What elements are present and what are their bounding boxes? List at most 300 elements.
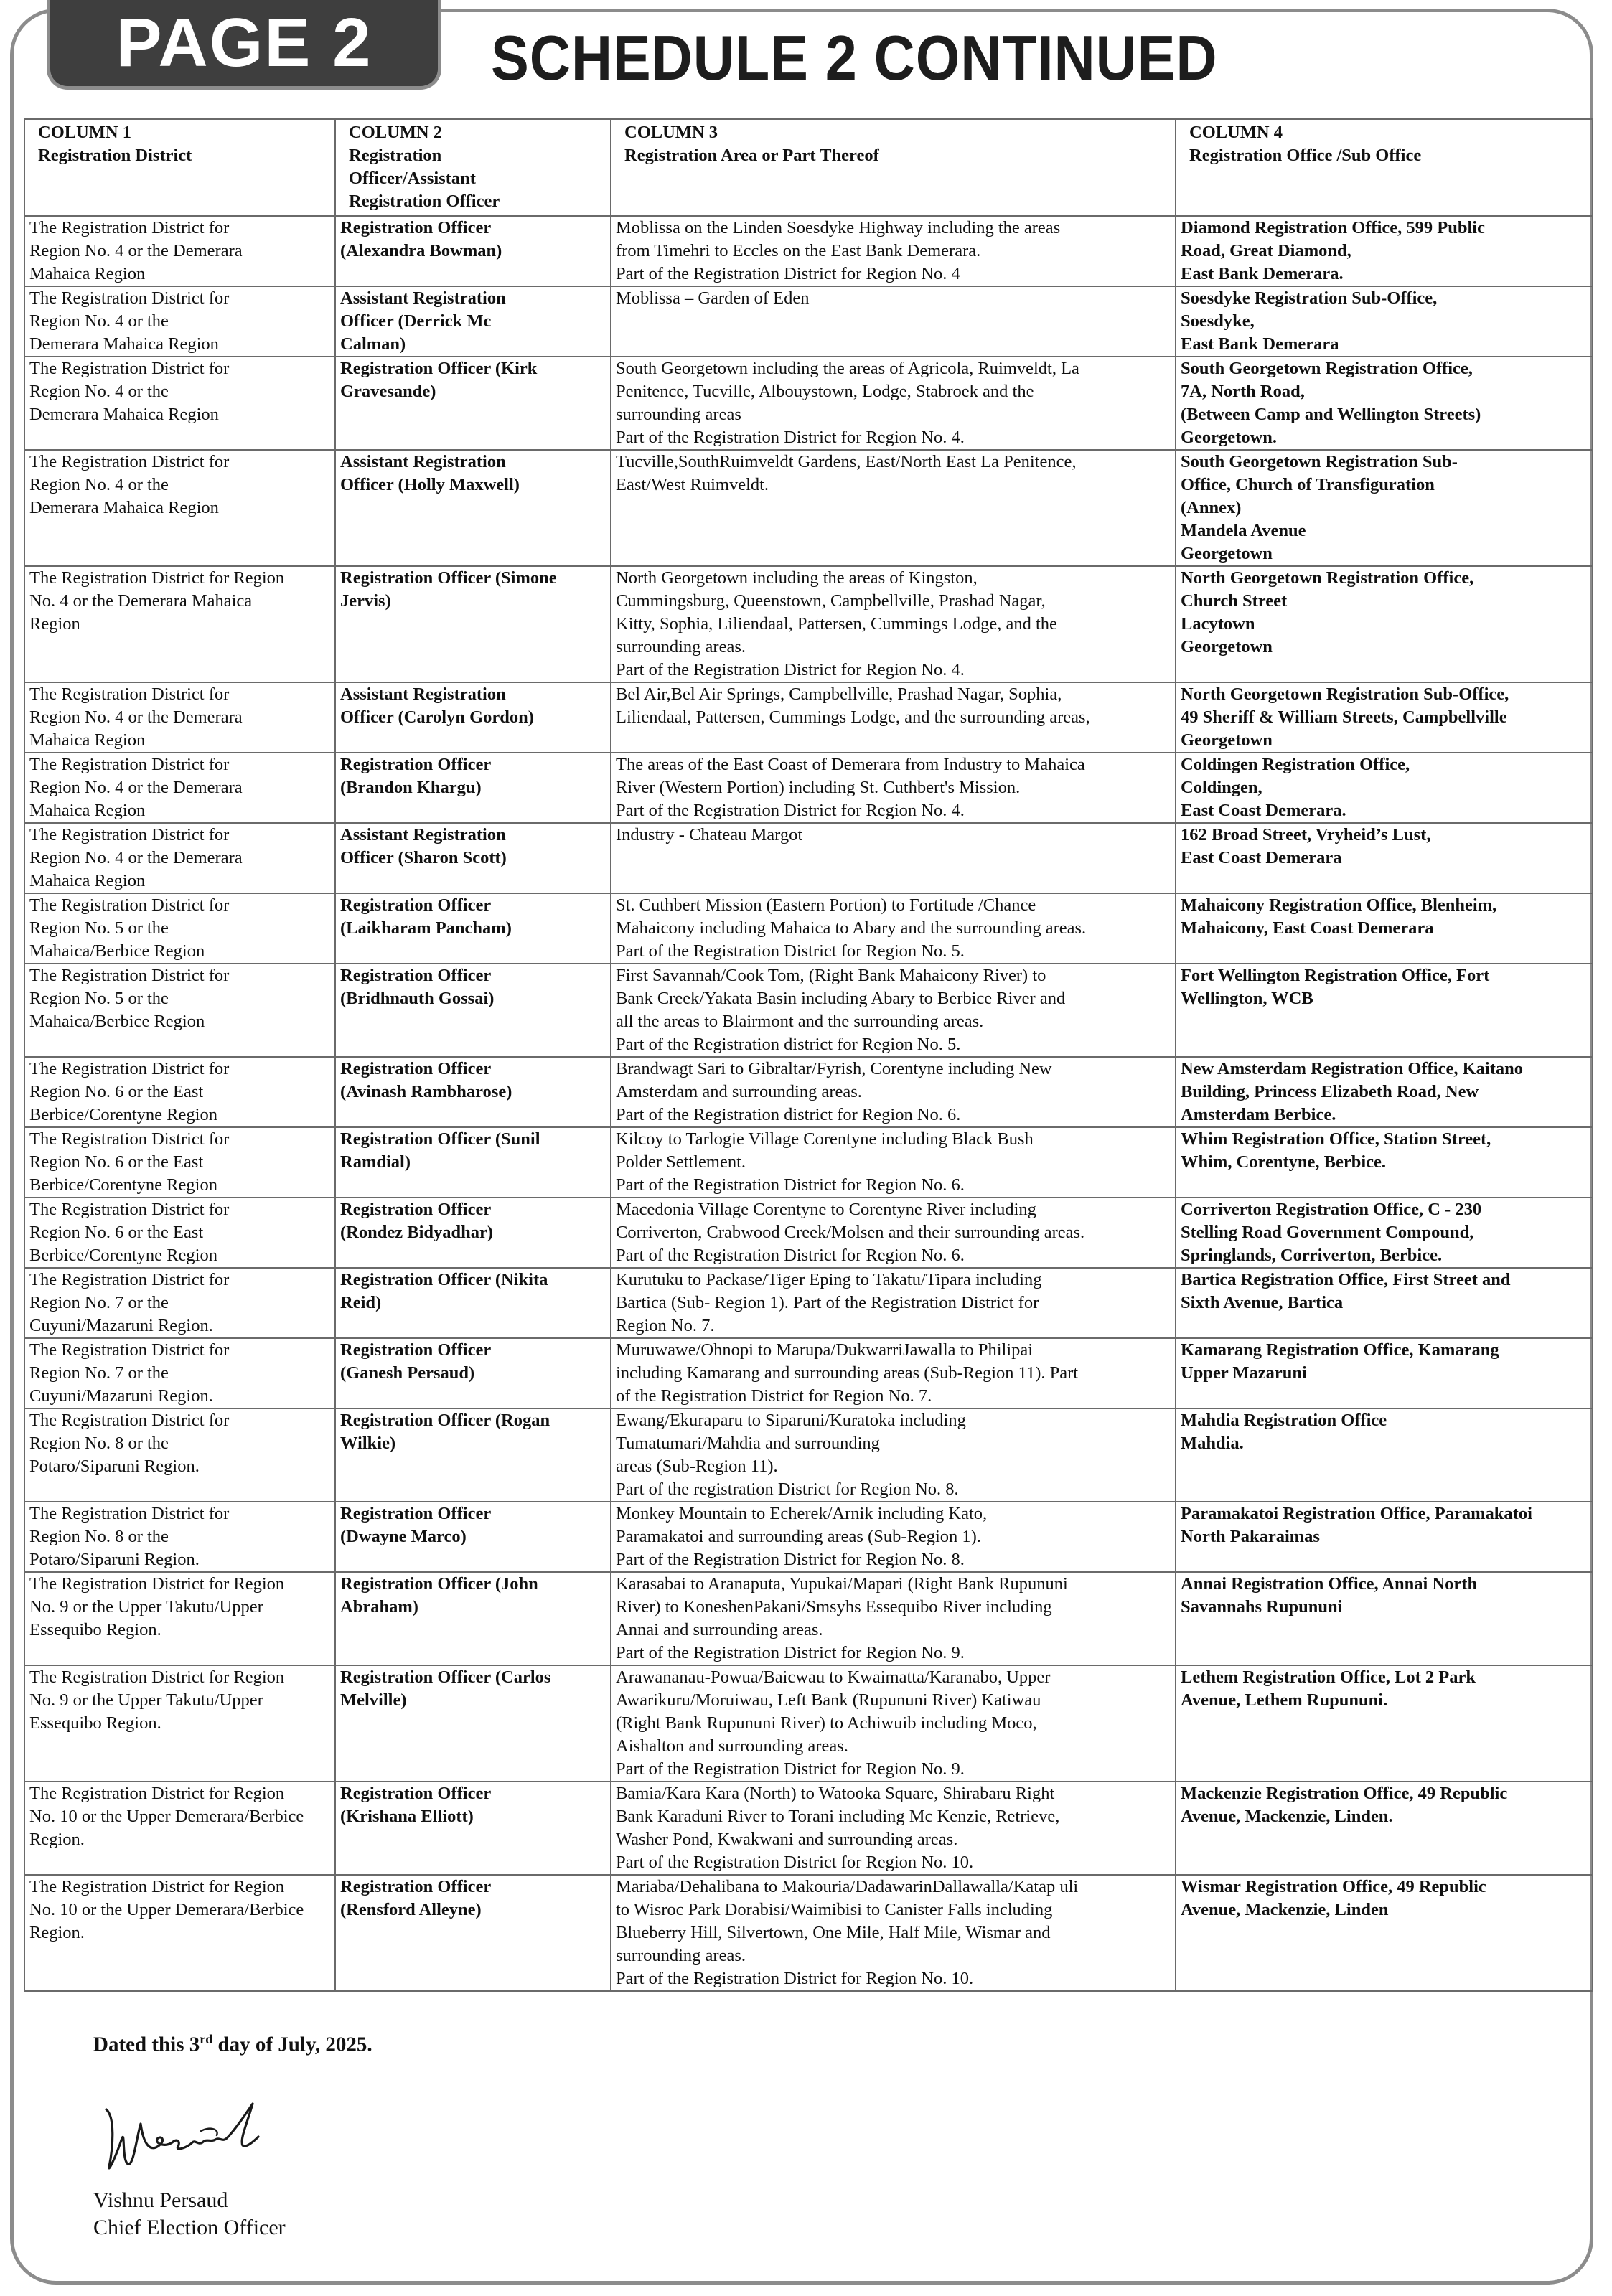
officer-cell [335, 1338, 611, 1408]
officer-cell [335, 893, 611, 964]
district-cell [24, 1875, 335, 1991]
column-label: Registration Area or Part Thereof [624, 146, 879, 165]
officer-line: Registration Officer [340, 895, 492, 915]
column-label: Officer/Assistant [349, 169, 476, 188]
officer-line: Registration Officer [340, 755, 492, 774]
officer-line: Registration Officer (Simone [340, 568, 557, 588]
office-line: Wismar Registration Office, 49 Republic [1181, 1877, 1486, 1896]
schedule-table [24, 118, 1593, 1992]
area-line: Annai and surrounding areas. [616, 1620, 823, 1639]
office-cell [1176, 964, 1593, 1057]
district-line: Region No. 4 or the Demerara [29, 241, 243, 260]
district-line: The Registration District for [29, 1411, 230, 1430]
district-cell [24, 1057, 335, 1127]
column-label: Registration [349, 146, 442, 165]
office-line: East Coast Demerara. [1181, 801, 1346, 820]
officer-line: Reid) [340, 1293, 382, 1312]
area-cell [611, 286, 1176, 357]
district-line: Region No. 8 or the [29, 1434, 169, 1453]
office-cell [1176, 823, 1593, 893]
area-cell [611, 357, 1176, 450]
area-cell [611, 964, 1176, 1057]
district-line: The Registration District for Region [29, 1574, 285, 1594]
district-line: Mahaica Region [29, 264, 146, 283]
district-line: Region [29, 614, 80, 634]
office-line: Upper Mazaruni [1181, 1363, 1307, 1383]
area-cell [611, 450, 1176, 566]
table-row [24, 1268, 1593, 1338]
district-line: The Registration District for Region [29, 1877, 285, 1896]
officer-line: Registration Officer [340, 966, 492, 985]
area-cell [611, 566, 1176, 682]
office-cell [1176, 1875, 1593, 1991]
area-line: Kitty, Sophia, Liliendaal, Pattersen, Cummings Lodge, and the [616, 614, 1057, 634]
officer-cell [335, 823, 611, 893]
district-line: The Registration District for [29, 684, 230, 704]
officer-line: Abraham) [340, 1597, 418, 1617]
district-line: The Registration District for [29, 288, 230, 308]
district-line: No. 10 or the Upper Demerara/Berbice [29, 1900, 304, 1919]
office-line: Paramakatoi Registration Office, Paramakatoi [1181, 1504, 1532, 1523]
officer-line: Calman) [340, 334, 406, 354]
area-line: Part of the Registration District for Region No. 4. [616, 660, 965, 679]
area-line: Bamia/Kara Kara (North) to Watooka Square, Shirabaru Right [616, 1784, 1055, 1803]
area-line: Mariaba/Dehalibana to Makouria/DadawarinDallawalla/Katap uli [616, 1877, 1079, 1896]
table-row [24, 1572, 1593, 1665]
officer-line: (Avinash Rambharose) [340, 1082, 512, 1101]
officer-cell [335, 964, 611, 1057]
area-line: (Right Bank Rupununi River) to Achiwuib including Moco, [616, 1713, 1037, 1733]
area-line: Part of the Registration District for Region No. 6. [616, 1246, 965, 1265]
district-cell [24, 1572, 335, 1665]
office-line: Building, Princess Elizabeth Road, New [1181, 1082, 1479, 1101]
office-cell [1176, 1127, 1593, 1198]
office-line: Coldingen, [1181, 778, 1262, 797]
officer-line: Officer (Carolyn Gordon) [340, 707, 534, 727]
area-cell [611, 682, 1176, 753]
office-line: East Bank Demerara. [1181, 264, 1344, 283]
office-line: Avenue, Mackenzie, Linden [1181, 1900, 1389, 1919]
area-line: North Georgetown including the areas of Kingston, [616, 568, 978, 588]
area-line: Part of the registration District for Region No. 8. [616, 1479, 959, 1499]
office-line: Church Street [1181, 591, 1288, 611]
area-line: Part of the Registration District for Region No. 6. [616, 1175, 965, 1195]
office-line: Amsterdam Berbice. [1181, 1105, 1336, 1124]
area-cell [611, 1127, 1176, 1198]
officer-cell [335, 1665, 611, 1782]
district-cell [24, 823, 335, 893]
office-line: Road, Great Diamond, [1181, 241, 1351, 260]
district-cell [24, 753, 335, 823]
officer-line: (Brandon Khargu) [340, 778, 482, 797]
signer-title: Chief Election Officer [93, 2216, 286, 2239]
column-header [611, 119, 1176, 216]
office-line: 162 Broad Street, Vryheid’s Lust, [1181, 825, 1431, 844]
district-line: The Registration District for [29, 359, 230, 378]
officer-line: Assistant Registration [340, 684, 506, 704]
officer-line: Melville) [340, 1690, 407, 1710]
district-line: No. 9 or the Upper Takutu/Upper [29, 1597, 263, 1617]
office-line: Annai Registration Office, Annai North [1181, 1574, 1478, 1594]
office-cell [1176, 566, 1593, 682]
district-line: The Registration District for [29, 452, 230, 471]
office-line: North Georgetown Registration Sub-Office, [1181, 684, 1509, 704]
office-line: South Georgetown Registration Sub- [1181, 452, 1458, 471]
office-line: 49 Sheriff & William Streets, Campbellville [1181, 707, 1507, 727]
district-line: Demerara Mahaica Region [29, 334, 219, 354]
district-line: Region No. 4 or the Demerara [29, 848, 243, 867]
office-line: North Georgetown Registration Office, [1181, 568, 1474, 588]
area-cell [611, 1665, 1176, 1782]
column-header [335, 119, 611, 216]
dated-prefix: Dated this 3 [93, 2033, 200, 2056]
column-number: COLUMN 4 [1189, 123, 1283, 142]
area-line: Part of the Registration District for Region No. 9. [616, 1643, 965, 1662]
officer-cell [335, 286, 611, 357]
officer-line: (Bridhnauth Gossai) [340, 989, 495, 1008]
district-cell [24, 964, 335, 1057]
area-cell [611, 1875, 1176, 1991]
table-row [24, 1875, 1593, 1991]
office-cell [1176, 1338, 1593, 1408]
office-line: Springlands, Corriverton, Berbice. [1181, 1246, 1443, 1265]
district-line: The Registration District for Region [29, 568, 285, 588]
area-line: of the Registration District for Region No. 7. [616, 1386, 932, 1406]
table-row [24, 566, 1593, 682]
office-cell [1176, 286, 1593, 357]
officer-cell [335, 357, 611, 450]
district-line: Demerara Mahaica Region [29, 405, 219, 424]
area-line: South Georgetown including the areas of Agricola, Ruimveldt, La [616, 359, 1079, 378]
officer-line: (Krishana Elliott) [340, 1807, 474, 1826]
office-line: 7A, North Road, [1181, 382, 1305, 401]
table-row [24, 1782, 1593, 1875]
office-cell [1176, 216, 1593, 286]
district-line: Region No. 5 or the [29, 918, 169, 938]
district-line: The Registration District for Region [29, 1784, 285, 1803]
area-line: River (Western Portion) including St. Cuthbert's Mission. [616, 778, 1021, 797]
officer-cell [335, 1127, 611, 1198]
office-line: Georgetown [1181, 544, 1273, 563]
area-line: surrounding areas [616, 405, 741, 424]
office-line: Kamarang Registration Office, Kamarang [1181, 1340, 1499, 1360]
area-line: Part of the Registration District for Region No. 4. [616, 428, 965, 447]
dated-suffix: day of July, 2025. [212, 2033, 372, 2056]
column-label: Registration District [38, 146, 192, 165]
office-cell [1176, 682, 1593, 753]
signer-block [93, 2187, 286, 2241]
officer-line: Ramdial) [340, 1152, 411, 1172]
area-cell [611, 893, 1176, 964]
officer-line: Registration Officer (Nikita [340, 1270, 548, 1289]
district-line: Region. [29, 1830, 85, 1849]
officer-line: Registration Officer [340, 1877, 492, 1896]
district-line: The Registration District for [29, 218, 230, 237]
office-line: East Coast Demerara [1181, 848, 1342, 867]
district-cell [24, 357, 335, 450]
table-row [24, 357, 1593, 450]
officer-line: Registration Officer [340, 1784, 492, 1803]
area-line: Part of the Registration District for Region No. 10. [616, 1969, 974, 1988]
area-line: Part of the Registration District for Region No. 5. [616, 941, 965, 961]
table-row [24, 1665, 1593, 1782]
area-cell [611, 1502, 1176, 1572]
office-line: Mahaicony Registration Office, Blenheim, [1181, 895, 1497, 915]
office-line: Lacytown [1181, 614, 1255, 634]
office-line: Diamond Registration Office, 599 Public [1181, 218, 1485, 237]
district-cell [24, 216, 335, 286]
district-line: Berbice/Corentyne Region [29, 1105, 217, 1124]
officer-line: Registration Officer (John [340, 1574, 538, 1594]
area-cell [611, 1338, 1176, 1408]
officer-line: Assistant Registration [340, 452, 506, 471]
area-line: Tumatumari/Mahdia and surrounding [616, 1434, 880, 1453]
table-row [24, 753, 1593, 823]
district-line: No. 9 or the Upper Takutu/Upper [29, 1690, 263, 1710]
dated-line [93, 2032, 372, 2057]
office-line: Mahdia Registration Office [1181, 1411, 1387, 1430]
column-header [1176, 119, 1593, 216]
district-cell [24, 1665, 335, 1782]
area-line: Blueberry Hill, Silvertown, One Mile, Half Mile, Wismar and [616, 1923, 1051, 1942]
area-line: Bartica (Sub- Region 1). Part of the Registration District for [616, 1293, 1039, 1312]
district-line: Mahaica/Berbice Region [29, 1012, 205, 1031]
table-row [24, 450, 1593, 566]
office-cell [1176, 450, 1593, 566]
officer-line: Assistant Registration [340, 825, 506, 844]
district-line: Region No. 4 or the [29, 311, 169, 331]
officer-line: (Rondez Bidyadhar) [340, 1223, 494, 1242]
area-line: areas (Sub-Region 11). [616, 1457, 778, 1476]
area-line: Liliendaal, Pattersen, Cummings Lodge, and the surrounding areas, [616, 707, 1090, 727]
area-line: Penitence, Tucville, Albouystown, Lodge, Stabroek and the [616, 382, 1034, 401]
table-row [24, 1198, 1593, 1268]
office-cell [1176, 1408, 1593, 1502]
area-line: Polder Settlement. [616, 1152, 746, 1172]
office-line: Georgetown [1181, 637, 1273, 657]
officer-line: Registration Officer (Carlos [340, 1667, 551, 1687]
area-line: Part of the Registration District for Region No. 10. [616, 1853, 974, 1872]
district-line: Region No. 6 or the East [29, 1152, 204, 1172]
column-number: COLUMN 3 [624, 123, 718, 142]
area-line: Part of the Registration District for Region No. 4 [616, 264, 960, 283]
district-cell [24, 1127, 335, 1198]
district-line: Berbice/Corentyne Region [29, 1175, 217, 1195]
area-line: Moblissa on the Linden Soesdyke Highway including the areas [616, 218, 1061, 237]
area-line: Monkey Mountain to Echerek/Arnik including Kato, [616, 1504, 988, 1523]
area-line: Arawananau-Powua/Baicwau to Kwaimatta/Karanabo, Upper [616, 1667, 1051, 1687]
area-line: Industry - Chateau Margot [616, 825, 803, 844]
table-row [24, 216, 1593, 286]
area-line: The areas of the East Coast of Demerara from Industry to Mahaica [616, 755, 1085, 774]
district-line: The Registration District for [29, 1129, 230, 1149]
schedule-title: SCHEDULE 2 CONTINUED [491, 22, 1218, 93]
area-line: Washer Pond, Kwakwani and surrounding areas. [616, 1830, 958, 1849]
officer-line: Registration Officer [340, 1200, 492, 1219]
officer-cell [335, 753, 611, 823]
table-header-row [24, 119, 1593, 216]
district-line: Essequibo Region. [29, 1713, 161, 1733]
area-line: surrounding areas. [616, 637, 746, 657]
officer-line: (Laikharam Pancham) [340, 918, 512, 938]
area-line: St. Cuthbert Mission (Eastern Portion) to Fortitude /Chance [616, 895, 1036, 915]
area-line: from Timehri to Eccles on the East Bank Demerara. [616, 241, 981, 260]
office-line: Whim Registration Office, Station Street, [1181, 1129, 1491, 1149]
district-cell [24, 450, 335, 566]
officer-cell [335, 682, 611, 753]
office-line: Whim, Corentyne, Berbice. [1181, 1152, 1387, 1172]
district-line: Region No. 6 or the East [29, 1223, 204, 1242]
area-line: Part of the Registration district for Region No. 5. [616, 1035, 961, 1054]
district-line: Mahaica Region [29, 730, 146, 750]
office-line: Mackenzie Registration Office, 49 Republic [1181, 1784, 1508, 1803]
office-cell [1176, 1502, 1593, 1572]
office-line: Mandela Avenue [1181, 521, 1306, 540]
office-line: (Annex) [1181, 498, 1242, 517]
district-line: Cuyuni/Mazaruni Region. [29, 1386, 213, 1406]
column-header [24, 119, 335, 216]
area-line: Mahaicony including Mahaica to Abary and the surrounding areas. [616, 918, 1087, 938]
office-cell [1176, 1572, 1593, 1665]
office-line: Avenue, Mackenzie, Linden. [1181, 1807, 1393, 1826]
area-line: Part of the Registration District for Region No. 8. [616, 1550, 965, 1569]
district-cell [24, 682, 335, 753]
district-line: The Registration District for [29, 1504, 230, 1523]
district-cell [24, 1268, 335, 1338]
office-line: Sixth Avenue, Bartica [1181, 1293, 1344, 1312]
office-line: Lethem Registration Office, Lot 2 Park [1181, 1667, 1476, 1687]
area-cell [611, 1408, 1176, 1502]
office-line: East Bank Demerara [1181, 334, 1339, 354]
officer-line: (Alexandra Bowman) [340, 241, 502, 260]
table-body [24, 216, 1593, 1991]
officer-line: Gravesande) [340, 382, 436, 401]
officer-line: Wilkie) [340, 1434, 396, 1453]
district-line: The Registration District for [29, 1340, 230, 1360]
office-line: Georgetown. [1181, 428, 1278, 447]
officer-cell [335, 1198, 611, 1268]
officer-line: Officer (Sharon Scott) [340, 848, 507, 867]
officer-line: Assistant Registration [340, 288, 506, 308]
officer-cell [335, 566, 611, 682]
officer-line: Registration Officer (Sunil [340, 1129, 540, 1149]
officer-line: Officer (Holly Maxwell) [340, 475, 520, 494]
officer-line: (Dwayne Marco) [340, 1527, 467, 1546]
district-line: Region No. 4 or the [29, 382, 169, 401]
area-line: Cummingsburg, Queenstown, Campbellville, Prashad Nagar, [616, 591, 1046, 611]
area-line: Bank Creek/Yakata Basin including Abary to Berbice River and [616, 989, 1066, 1008]
table-row [24, 823, 1593, 893]
district-cell [24, 1338, 335, 1408]
office-line: North Pakaraimas [1181, 1527, 1320, 1546]
district-line: Potaro/Siparuni Region. [29, 1457, 200, 1476]
officer-line: Jervis) [340, 591, 391, 611]
officer-line: Officer (Derrick Mc [340, 311, 492, 331]
office-line: Fort Wellington Registration Office, Fort [1181, 966, 1490, 985]
area-line: Region No. 7. [616, 1316, 715, 1335]
area-cell [611, 753, 1176, 823]
district-line: The Registration District for [29, 825, 230, 844]
area-line: Kilcoy to Tarlogie Village Corentyne including Black Bush [616, 1129, 1034, 1149]
office-line: Georgetown [1181, 730, 1273, 750]
signer-name: Vishnu Persaud [93, 2188, 228, 2212]
column-label: Registration Office /Sub Office [1189, 146, 1422, 165]
district-line: The Registration District for Region [29, 1667, 285, 1687]
area-cell [611, 1782, 1176, 1875]
officer-line: (Ganesh Persaud) [340, 1363, 475, 1383]
area-line: Paramakatoi and surrounding areas (Sub-Region 1). [616, 1527, 981, 1546]
district-line: Region No. 4 or the Demerara [29, 778, 243, 797]
area-line: River) to KoneshenPakani/Smsyhs Essequibo River including [616, 1597, 1052, 1617]
district-line: Mahaica/Berbice Region [29, 941, 205, 961]
office-line: South Georgetown Registration Office, [1181, 359, 1473, 378]
office-line: Bartica Registration Office, First Street and [1181, 1270, 1511, 1289]
office-line: Stelling Road Government Compound, [1181, 1223, 1474, 1242]
district-line: The Registration District for [29, 1270, 230, 1289]
area-line: Muruwawe/Ohnopi to Marupa/DukwarriJawalla to Philipai [616, 1340, 1034, 1360]
area-line: Tucville,SouthRuimveldt Gardens, East/North East La Penitence, [616, 452, 1077, 471]
area-line: Brandwagt Sari to Gibraltar/Fyrish, Corentyne including New [616, 1059, 1052, 1078]
officer-cell [335, 1057, 611, 1127]
officer-cell [335, 1408, 611, 1502]
area-cell [611, 1268, 1176, 1338]
table-row [24, 964, 1593, 1057]
office-line: Savannahs Rupununi [1181, 1597, 1343, 1617]
table-row [24, 682, 1593, 753]
district-line: The Registration District for [29, 966, 230, 985]
officer-cell [335, 216, 611, 286]
table-row [24, 1338, 1593, 1408]
district-line: Cuyuni/Mazaruni Region. [29, 1316, 213, 1335]
office-cell [1176, 893, 1593, 964]
table-row [24, 1502, 1593, 1572]
officer-line: Registration Officer [340, 1340, 492, 1360]
officer-line: Registration Officer (Kirk [340, 359, 538, 378]
area-line: to Wisroc Park Dorabisi/Waimibisi to Canister Falls including [616, 1900, 1053, 1919]
district-cell [24, 1198, 335, 1268]
district-line: The Registration District for [29, 755, 230, 774]
area-line: First Savannah/Cook Tom, (Right Bank Mahaicony River) to [616, 966, 1046, 985]
office-cell [1176, 753, 1593, 823]
column-number: COLUMN 1 [38, 123, 131, 142]
area-line: all the areas to Blairmont and the surrounding areas. [616, 1012, 984, 1031]
office-cell [1176, 1665, 1593, 1782]
area-line: surrounding areas. [616, 1946, 746, 1965]
district-line: Berbice/Corentyne Region [29, 1246, 217, 1265]
officer-cell [335, 1502, 611, 1572]
area-line: Kurutuku to Packase/Tiger Eping to Takatu/Tipara including [616, 1270, 1042, 1289]
area-line: Ewang/Ekuraparu to Siparuni/Kuratoka including [616, 1411, 966, 1430]
area-line: Part of the Registration district for Region No. 6. [616, 1105, 961, 1124]
district-line: Potaro/Siparuni Region. [29, 1550, 200, 1569]
district-line: No. 10 or the Upper Demerara/Berbice [29, 1807, 304, 1826]
table-row [24, 1127, 1593, 1198]
office-cell [1176, 1782, 1593, 1875]
officer-cell [335, 450, 611, 566]
table-row [24, 286, 1593, 357]
district-line: The Registration District for [29, 1200, 230, 1219]
office-cell [1176, 1057, 1593, 1127]
area-line: Amsterdam and surrounding areas. [616, 1082, 862, 1101]
area-line: including Kamarang and surrounding areas (Sub-Region 11). Part [616, 1363, 1079, 1383]
office-line: Soesdyke, [1181, 311, 1255, 331]
office-line: (Between Camp and Wellington Streets) [1181, 405, 1481, 424]
signature [93, 2095, 273, 2181]
table-row [24, 893, 1593, 964]
office-line: Mahdia. [1181, 1434, 1244, 1453]
district-line: Essequibo Region. [29, 1620, 161, 1639]
district-line: Region No. 6 or the East [29, 1082, 204, 1101]
